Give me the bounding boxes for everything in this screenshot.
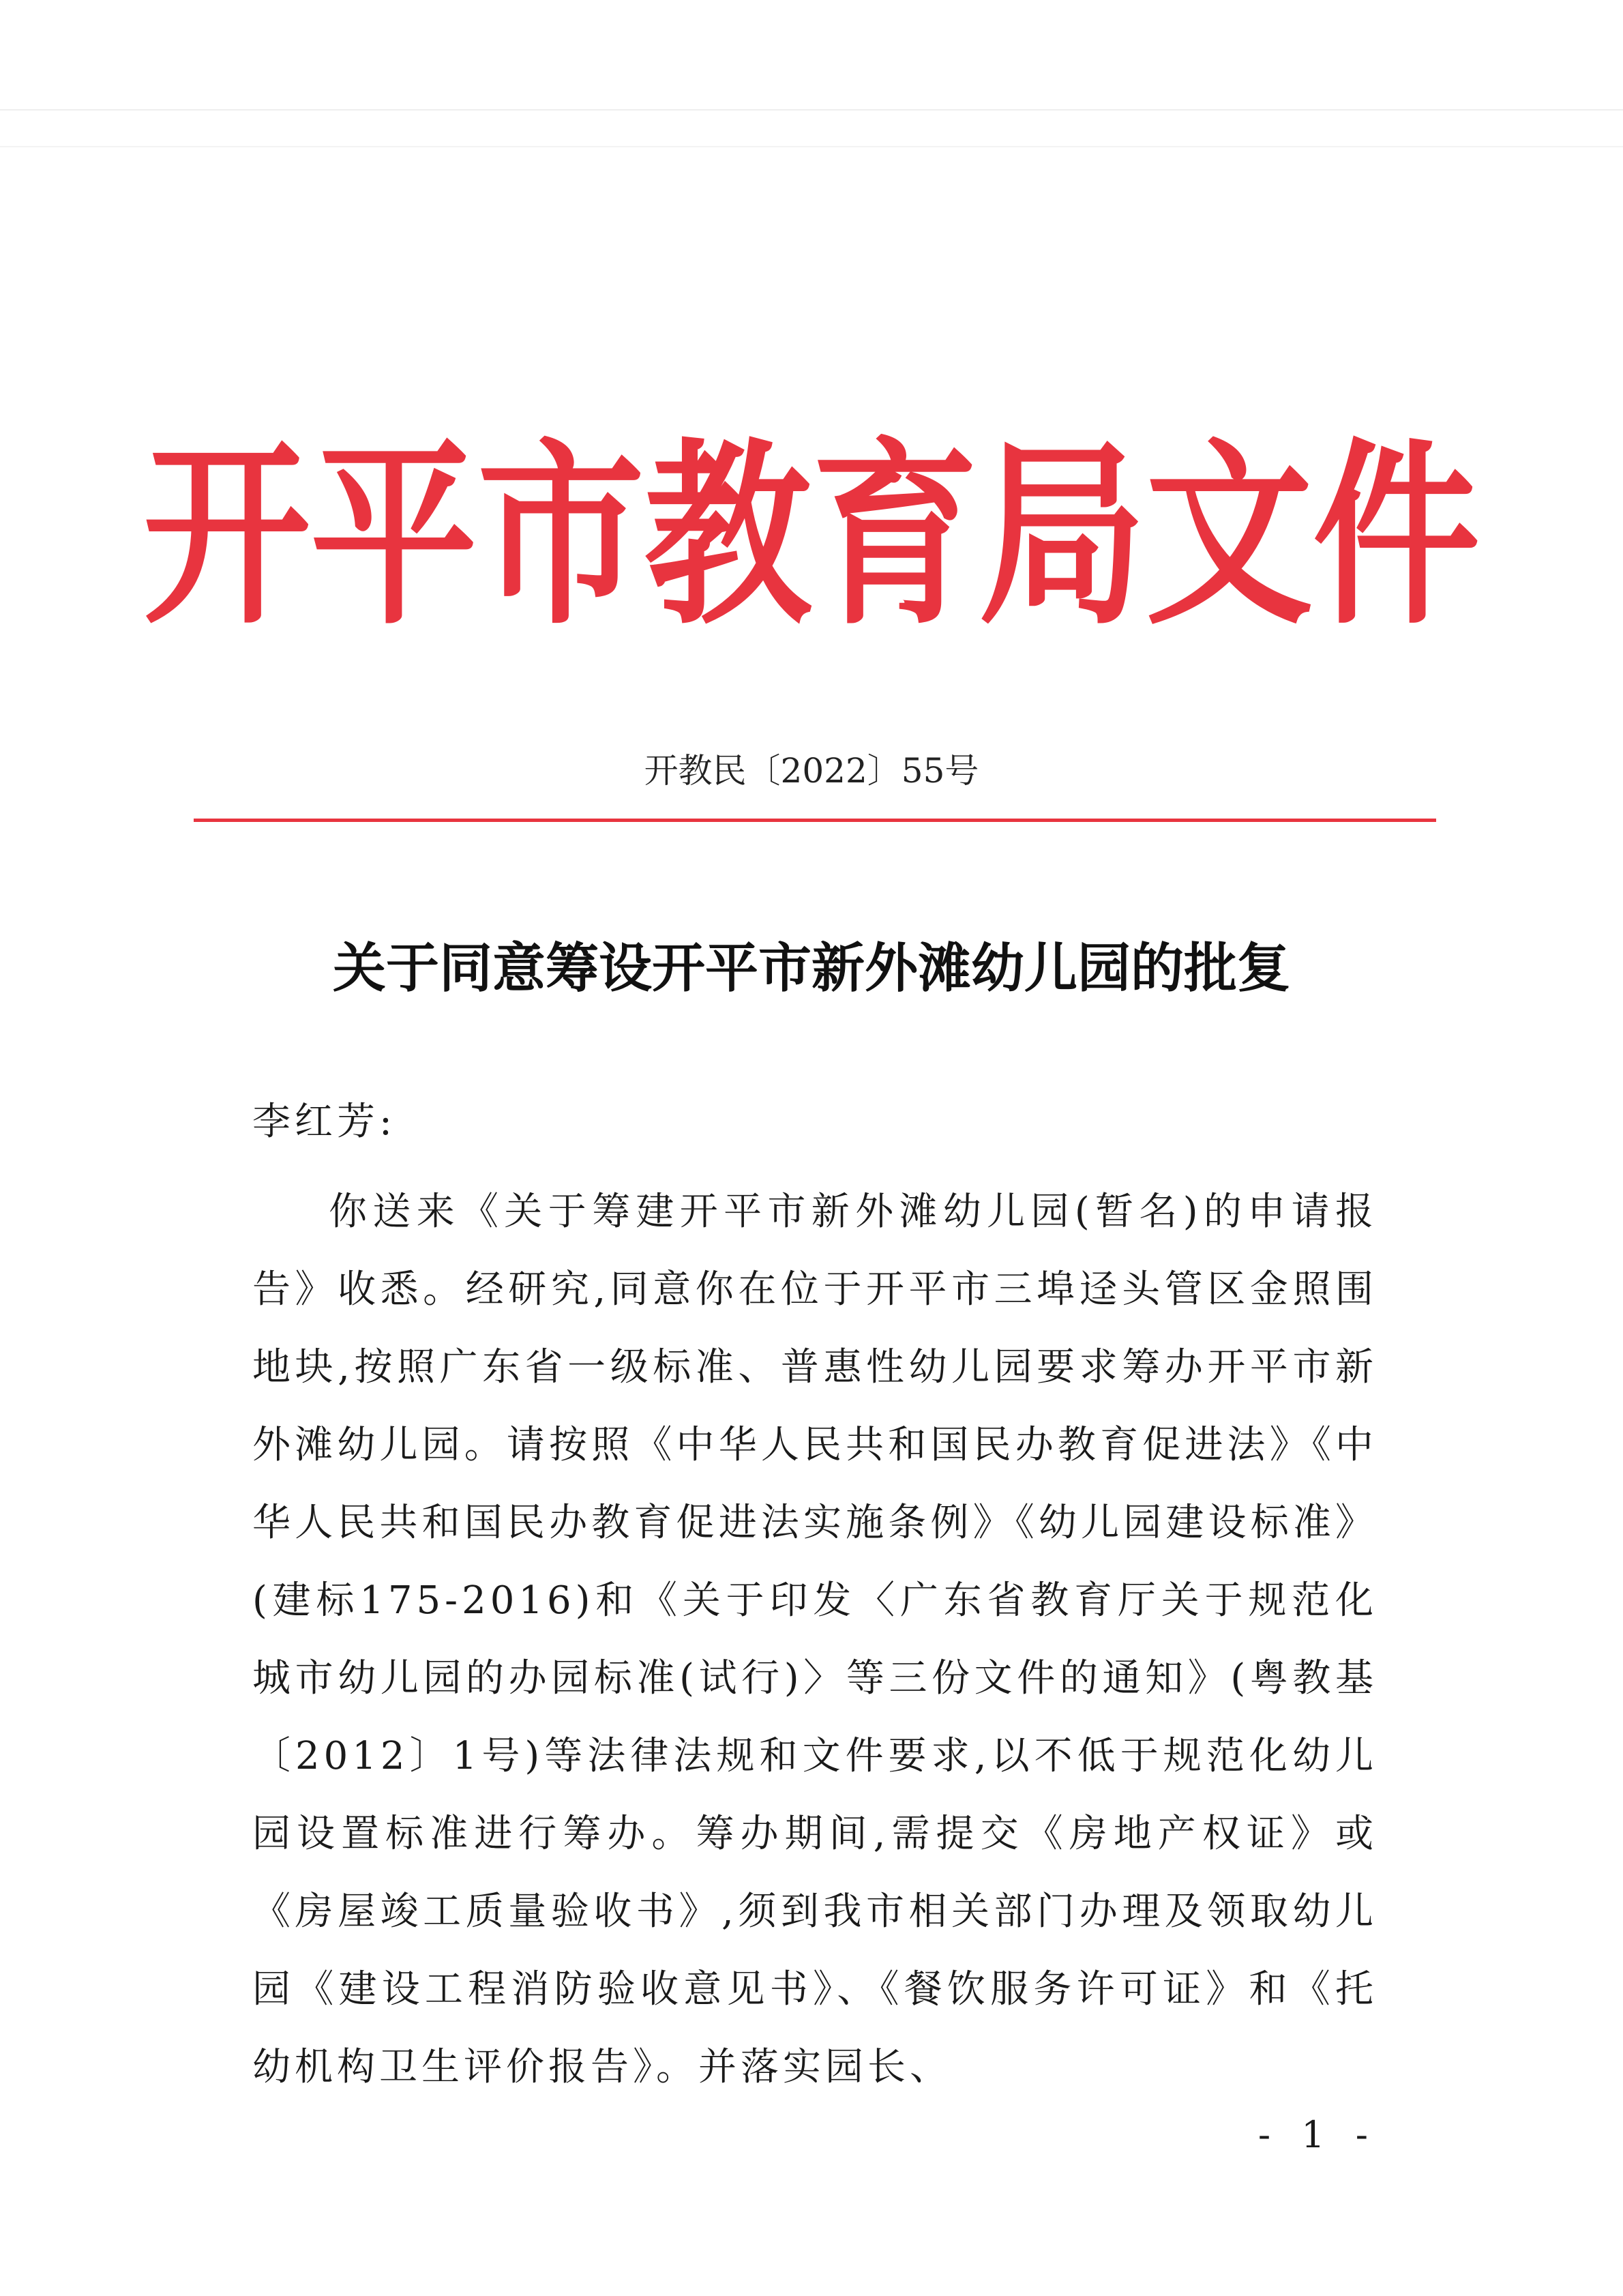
- scan-edge-line: [0, 109, 1623, 111]
- page-number: - 1 -: [1257, 2113, 1378, 2156]
- document-title: 关于同意筹设开平市新外滩幼儿园的批复: [332, 937, 1290, 999]
- document-number: 开教民〔2022〕55号: [644, 751, 979, 791]
- salutation: 李红芳:: [252, 1100, 396, 1144]
- masthead-title: 开平市教育局文件: [143, 422, 1480, 651]
- red-divider-line: [194, 819, 1436, 822]
- body-text: [252, 1173, 1378, 2106]
- scan-edge-line: [0, 146, 1623, 147]
- body-paragraph: 你送来《关于筹建开平市新外滩幼儿园(暂名)的申请报告》收悉。经研究,同意你在位于开平市三埠迳头管区金照围地块,按照广东省一级标准、普惠性幼儿园要求筹办开平市新外滩幼儿园。请按照《中华人民共和国民办教育促进法》《中华人民共和国民办教育促进法实施条例》《幼儿园建设标准》(建标175-2016)和《关于印发〈广东省教育厅关于规范化城市幼儿园的办园标准(试行)〉等三份文件的通知》(粤教基〔2012〕1号)等法律法规和文件要求,以不低于规范化幼儿园设置标准进行筹办。筹办期间,需提交《房地产权证》或《房屋竣工质量验收书》,须到我市相关部门办理及领取幼儿园《建设工程消防验收意见书》、《餐饮服务许可证》和《托幼机构卫生评价报告》。并落实园长、: [252, 1190, 1378, 2089]
